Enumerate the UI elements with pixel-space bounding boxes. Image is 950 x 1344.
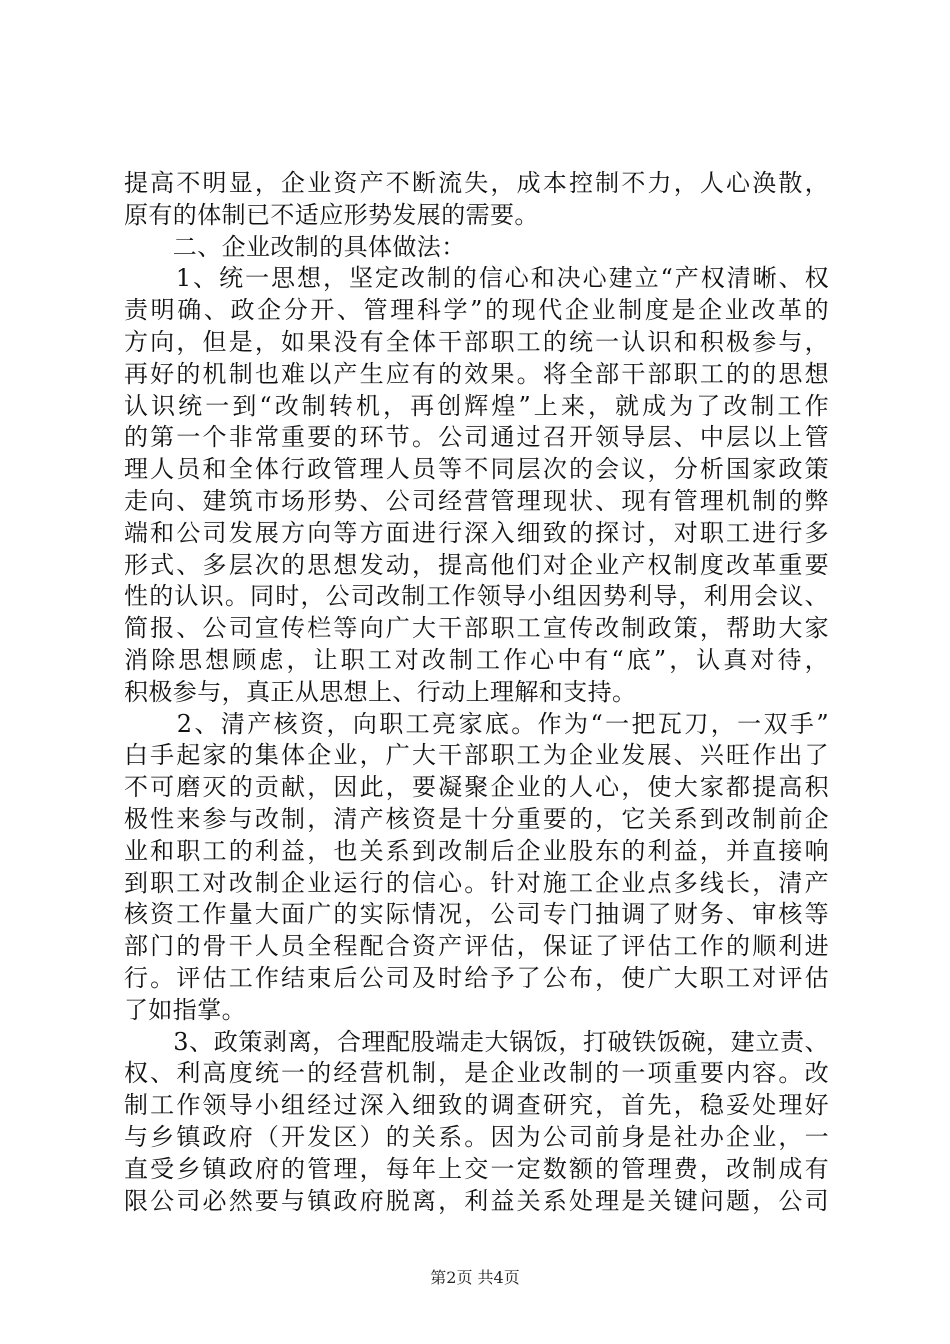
text-line: 3、政策剥离，合理配股端走大锅饭，打破铁饭碗，建立责、 (124, 1027, 829, 1056)
text-line: 与乡镇政府（开发区）的关系。因为公司前身是社办企业，一 (124, 1122, 829, 1151)
text-line: 消除思想顾虑，让职工对改制工作心中有“底”，认真对待， (124, 645, 829, 674)
text-line: 直受乡镇政府的管理，每年上交一定数额的管理费，改制成有 (124, 1154, 829, 1183)
text-line: 核资工作量大面广的实际情况，公司专门抽调了财务、审核等 (124, 900, 829, 929)
text-line: 2、清产核资，向职工亮家底。作为“一把瓦刀，一双手” (124, 709, 829, 738)
text-line: 原有的体制已不适应形势发展的需要。 (124, 200, 539, 229)
text-line: 性的认识。同时，公司改制工作领导小组因势利导，利用会议、 (124, 582, 829, 611)
text-line: 责明确、政企分开、管理科学”的现代企业制度是企业改革的 (124, 296, 829, 325)
text-line: 白手起家的集体企业，广大干部职工为企业发展、兴旺作出了 (124, 741, 829, 770)
text-line: 行。评估工作结束后公司及时给予了公布，使广大职工对评估 (124, 963, 829, 992)
text-line: 走向、建筑市场形势、公司经营管理现状、现有管理机制的弊 (124, 486, 829, 515)
text-line: 权、利高度统一的经营机制，是企业改制的一项重要内容。改 (124, 1059, 829, 1088)
text-line: 端和公司发展方向等方面进行深入细致的探讨，对职工进行多 (124, 518, 829, 547)
text-line: 1、统一思想，坚定改制的信心和决心建立“产权清晰、权 (124, 264, 829, 293)
text-line: 形式、多层次的思想发动，提高他们对企业产权制度改革重要 (124, 550, 829, 579)
text-line: 提高不明显，企业资产不断流失，成本控制不力，人心涣散， (124, 169, 829, 197)
text-line: 了如指掌。 (124, 995, 246, 1024)
page-footer: 第2页 共4页 (430, 1268, 520, 1287)
text-line: 的第一个非常重要的环节。公司通过召开领导层、中层以上管 (124, 423, 829, 452)
text-line: 积极参与，真正从思想上、行动上理解和支持。 (124, 677, 637, 706)
text-line: 理人员和全体行政管理人员等不同层次的会议，分析国家政策 (124, 455, 829, 484)
text-line: 业和职工的利益，也关系到改制后企业股东的利益，并直接响 (124, 836, 829, 865)
text-line: 再好的机制也难以产生应有的效果。将全部干部职工的的思想 (124, 359, 829, 388)
text-line: 简报、公司宣传栏等向广大干部职工宣传改制政策，帮助大家 (124, 614, 829, 643)
text-line: 方向，但是，如果没有全体干部职工的统一认识和积极参与， (124, 327, 829, 356)
text-line: 二、企业改制的具体做法： (124, 232, 466, 261)
text-line: 极性来参与改制，清产核资是十分重要的，它关系到改制前企 (124, 804, 829, 833)
text-line: 不可磨灭的贡献，因此，要凝聚企业的人心，使大家都提高积 (124, 773, 829, 802)
text-line: 部门的骨干人员全程配合资产评估，保证了评估工作的顺利进 (124, 932, 829, 961)
text-line: 到职工对改制企业运行的信心。针对施工企业点多线长，清产 (124, 868, 829, 897)
text-line: 认识统一到“改制转机，再创辉煌”上来，就成为了改制工作 (124, 391, 829, 420)
document-body (124, 168, 829, 1217)
text-line: 限公司必然要与镇政府脱离，利益关系处理是关键问题，公司 (124, 1186, 829, 1215)
text-line: 制工作领导小组经过深入细致的调查研究，首先，稳妥处理好 (124, 1091, 829, 1120)
